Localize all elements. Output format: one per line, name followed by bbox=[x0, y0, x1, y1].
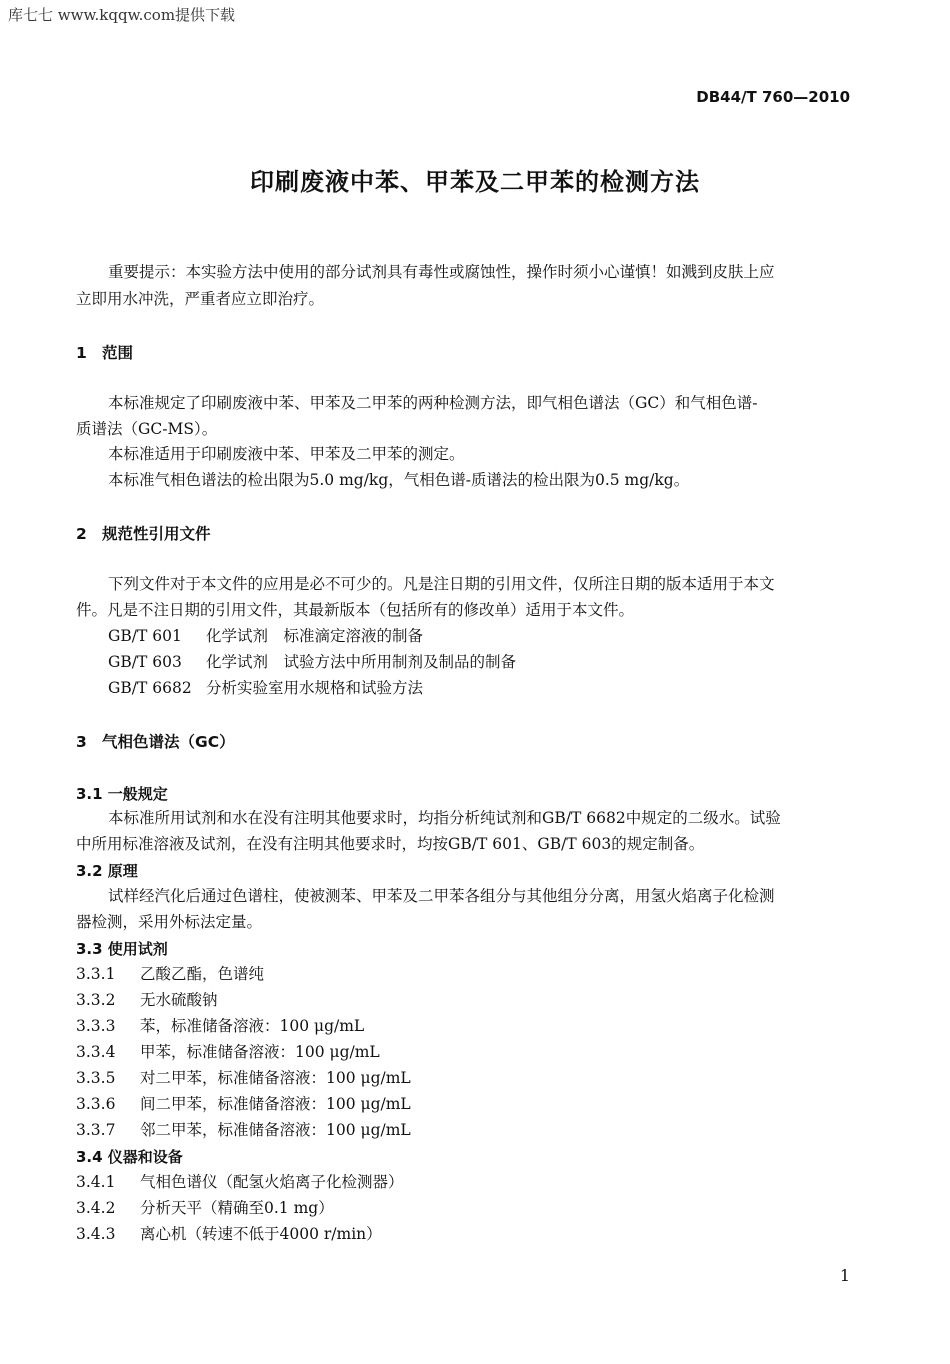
reference-item bbox=[108, 626, 423, 646]
document-number: DB44/T 760—2010 bbox=[696, 88, 850, 106]
reagent-item bbox=[76, 1042, 380, 1062]
item-text: 间二甲苯，标准储备溶液：100 μg/mL bbox=[140, 1095, 411, 1113]
item-code: 3.3.6 bbox=[76, 1095, 116, 1113]
section-2-paragraph-line: 下列文件对于本文件的应用是必不可少的。凡是注日期的引用文件，仅所注日期的版本适用于本文 bbox=[108, 575, 775, 593]
subsection-3-2-heading: 3.2 原理 bbox=[76, 862, 138, 880]
section-title: 范围 bbox=[102, 344, 134, 362]
item-code: 3.4.2 bbox=[76, 1199, 116, 1217]
section-1-paragraph: 本标准适用于印刷废液中苯、甲苯及二甲苯的测定。 bbox=[108, 445, 465, 463]
item-text: 无水硫酸钠 bbox=[140, 991, 218, 1009]
equipment-item bbox=[76, 1198, 334, 1218]
item-text: 苯，标准储备溶液：100 μg/mL bbox=[140, 1017, 365, 1035]
reagent-item bbox=[76, 964, 264, 984]
section-1-paragraph-line: 质谱法（GC-MS）。 bbox=[76, 420, 218, 438]
item-code: 3.4.1 bbox=[76, 1173, 116, 1191]
warning-line-1: 重要提示：本实验方法中使用的部分试剂具有毒性或腐蚀性，操作时须小心谨慎！如溅到皮肤上应 bbox=[108, 263, 775, 281]
page-number: 1 bbox=[839, 1266, 850, 1285]
item-text: 对二甲苯，标准储备溶液：100 μg/mL bbox=[140, 1069, 411, 1087]
item-code: 3.3.2 bbox=[76, 991, 116, 1009]
item-text: 气相色谱仪（配氢火焰离子化检测器） bbox=[140, 1173, 404, 1191]
reference-title: 化学试剂 试验方法中所用制剂及制品的制备 bbox=[206, 653, 517, 671]
item-text: 乙酸乙酯，色谱纯 bbox=[140, 965, 265, 983]
reference-title: 化学试剂 标准滴定溶液的制备 bbox=[206, 627, 424, 645]
section-number: 3 bbox=[76, 733, 87, 751]
warning-line-2: 立即用水冲洗，严重者应立即治疗。 bbox=[76, 290, 325, 308]
reference-item bbox=[108, 652, 516, 672]
reference-code: GB/T 6682 bbox=[108, 679, 192, 697]
reference-title: 分析实验室用水规格和试验方法 bbox=[206, 679, 424, 697]
item-code: 3.3.7 bbox=[76, 1121, 116, 1139]
subsection-3-1-line: 本标准所用试剂和水在没有注明其他要求时，均指分析纯试剂和GB/T 6682中规定的二级水。试验 bbox=[108, 809, 781, 827]
reagent-item bbox=[76, 1094, 411, 1114]
item-text: 分析天平（精确至0.1 mg） bbox=[140, 1199, 334, 1217]
item-code: 3.4.3 bbox=[76, 1225, 116, 1243]
section-1-heading bbox=[76, 341, 133, 363]
reference-code: GB/T 603 bbox=[108, 653, 182, 671]
item-text: 离心机（转速不低于4000 r/min） bbox=[140, 1225, 382, 1243]
page-title: 印刷废液中苯、甲苯及二甲苯的检测方法 bbox=[250, 168, 700, 196]
item-text: 邻二甲苯，标准储备溶液：100 μg/mL bbox=[140, 1121, 411, 1139]
reagent-item bbox=[76, 990, 218, 1010]
item-text: 甲苯，标准储备溶液：100 μg/mL bbox=[140, 1043, 380, 1061]
subsection-3-3-heading: 3.3 使用试剂 bbox=[76, 940, 168, 958]
section-number: 1 bbox=[76, 344, 87, 362]
section-title: 规范性引用文件 bbox=[102, 525, 211, 543]
section-3-heading bbox=[76, 730, 235, 752]
equipment-item bbox=[76, 1224, 382, 1244]
reference-code: GB/T 601 bbox=[108, 627, 182, 645]
subsection-3-4-heading: 3.4 仪器和设备 bbox=[76, 1148, 183, 1166]
reference-item bbox=[108, 678, 423, 698]
subsection-3-2-line: 试样经汽化后通过色谱柱，使被测苯、甲苯及二甲苯各组分与其他组分分离，用氢火焰离子化检测 bbox=[108, 887, 775, 905]
section-title: 气相色谱法（GC） bbox=[102, 733, 235, 751]
subsection-3-1-line: 中所用标准溶液及试剂，在没有注明其他要求时，均按GB/T 601、GB/T 603的规定制备。 bbox=[76, 835, 705, 853]
equipment-item bbox=[76, 1172, 404, 1192]
watermark: 库七七 www.kqqw.com提供下载 bbox=[8, 6, 236, 24]
item-code: 3.3.3 bbox=[76, 1017, 116, 1035]
section-2-paragraph-line: 件。凡是不注日期的引用文件，其最新版本（包括所有的修改单）适用于本文件。 bbox=[76, 601, 635, 619]
subsection-3-1-heading: 3.1 一般规定 bbox=[76, 785, 168, 803]
item-code: 3.3.5 bbox=[76, 1069, 116, 1087]
reagent-item bbox=[76, 1016, 364, 1036]
section-1-paragraph: 本标准气相色谱法的检出限为5.0 mg/kg，气相色谱-质谱法的检出限为0.5 mg/kg。 bbox=[108, 471, 690, 489]
item-code: 3.3.1 bbox=[76, 965, 116, 983]
section-2-heading bbox=[76, 522, 211, 544]
reagent-item bbox=[76, 1068, 411, 1088]
subsection-3-2-line: 器检测，采用外标法定量。 bbox=[76, 913, 263, 931]
section-1-paragraph-line: 本标准规定了印刷废液中苯、甲苯及二甲苯的两种检测方法，即气相色谱法（GC）和气相色谱- bbox=[108, 394, 758, 412]
item-code: 3.3.4 bbox=[76, 1043, 116, 1061]
section-number: 2 bbox=[76, 525, 87, 543]
reagent-item bbox=[76, 1120, 411, 1140]
